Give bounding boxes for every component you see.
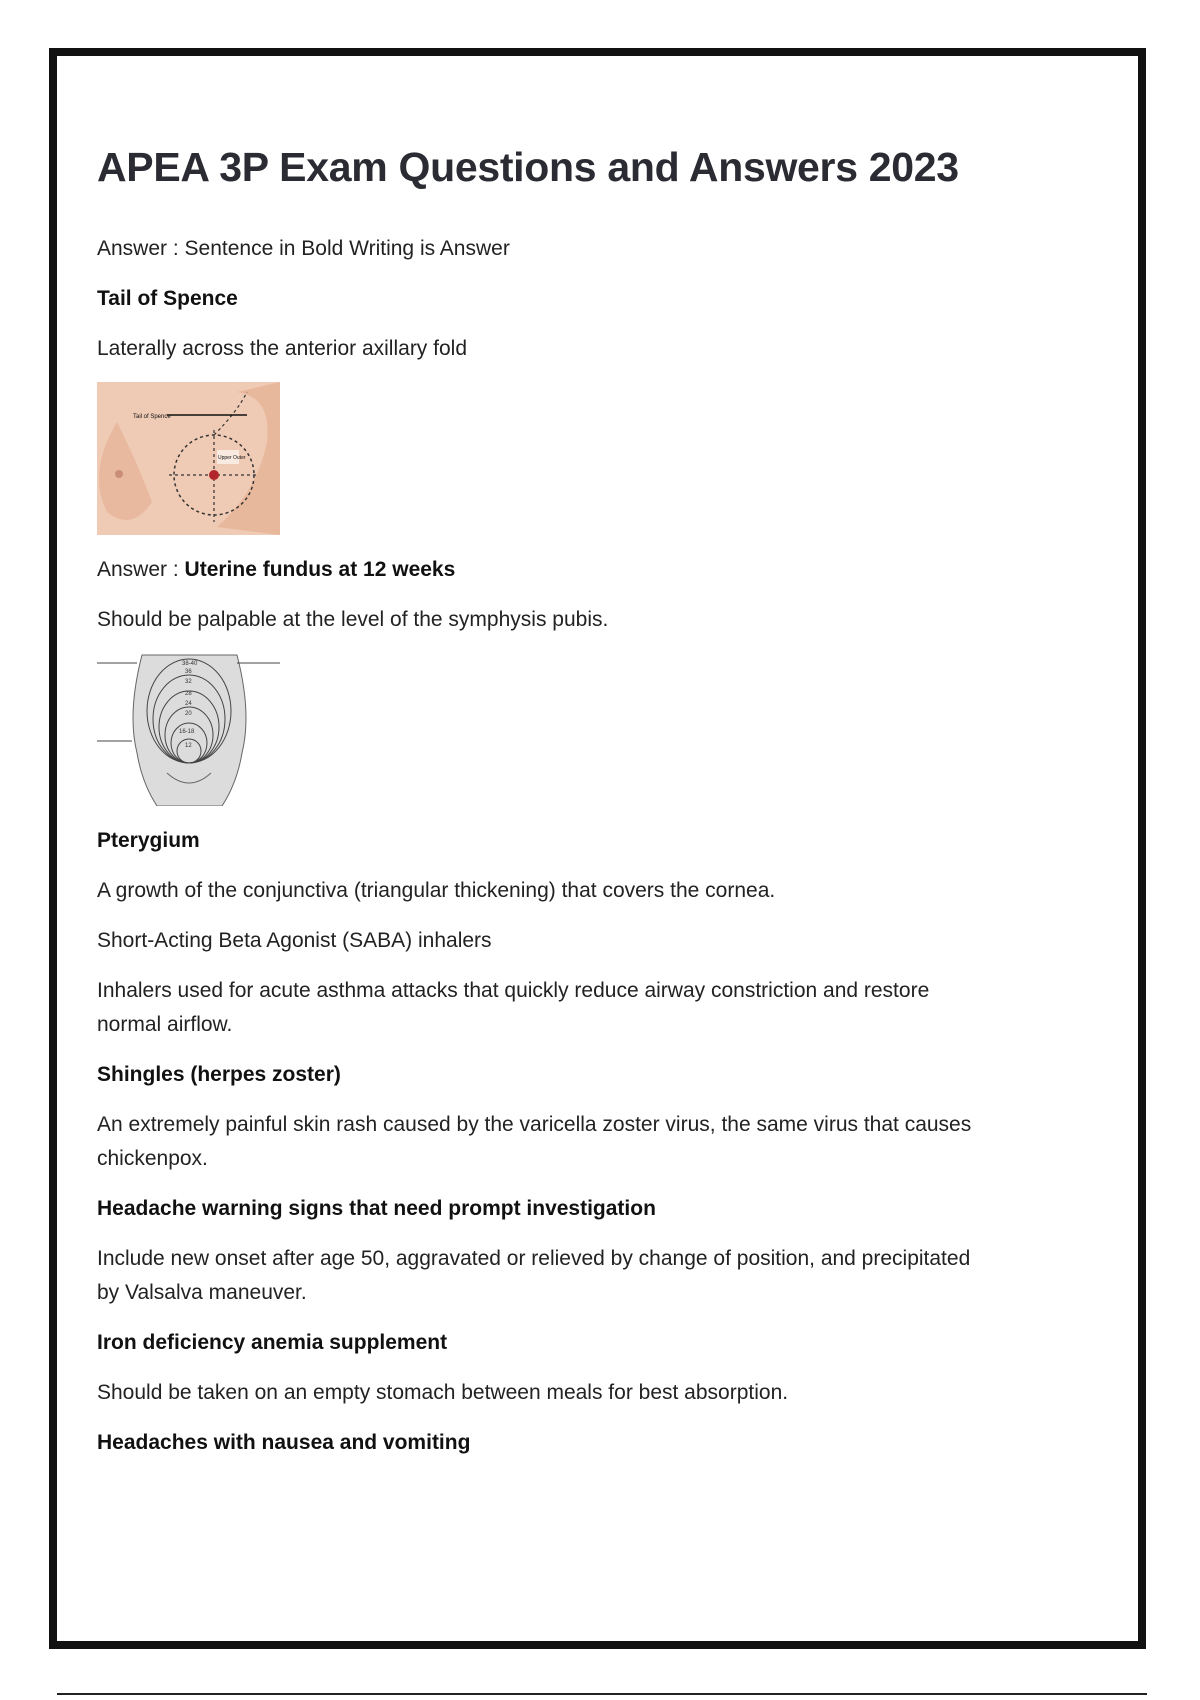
week-label-24: 24 [185, 701, 192, 707]
fundal-height-diagram-image [97, 653, 280, 806]
definition-headache-warning-signs: Include new onset after age 50, aggravated or relieved by change of position, and precipitated by Valsalva maneuver. [97, 1247, 971, 1304]
term-uterine-fundus: Uterine fundus at 12 weeks [184, 558, 456, 581]
next-page-divider [57, 1693, 1147, 1695]
term-headache-warning-signs: Headache warning signs that need prompt investigation [97, 1197, 656, 1220]
intro-prefix: Answer : [97, 237, 185, 260]
definition-pterygium: A growth of the conjunctiva (triangular thickening) that covers the cornea. [97, 879, 776, 902]
week-label-28: 28 [185, 691, 192, 697]
intro-line [97, 232, 997, 266]
figure-label-quadrant: Upper Outer [218, 455, 246, 461]
week-label-36: 36 [185, 669, 192, 675]
term-shingles: Shingles (herpes zoster) [97, 1063, 341, 1086]
week-label-12: 12 [185, 743, 192, 749]
answer-line-fundus [97, 553, 997, 587]
term-iron-deficiency: Iron deficiency anemia supplement [97, 1331, 448, 1354]
document-body [97, 140, 997, 1476]
week-label-38-40: 38-40 [182, 661, 198, 667]
definition-iron-deficiency: Should be taken on an empty stomach between meals for best absorption. [97, 1381, 789, 1404]
definition-shingles: An extremely painful skin rash caused by the varicella zoster virus, the same virus that causes chickenpox. [97, 1113, 972, 1170]
week-label-16-18: 16-18 [179, 729, 195, 735]
term-pterygium: Pterygium [97, 829, 200, 852]
intro-text: Sentence in Bold Writing is Answer [184, 237, 510, 260]
answer-prefix: Answer : [97, 558, 185, 581]
term-saba-inhalers: Short-Acting Beta Agonist (SABA) inhalers [97, 929, 492, 952]
definition-saba-inhalers: Inhalers used for acute asthma attacks that quickly reduce airway constriction and restore normal airflow. [97, 979, 930, 1036]
term-headaches-nausea: Headaches with nausea and vomiting [97, 1431, 471, 1454]
term-tail-of-spence: Tail of Spence [97, 287, 238, 310]
week-label-32: 32 [185, 679, 192, 685]
breast-diagram-image [97, 382, 280, 535]
page-title: APEA 3P Exam Questions and Answers 2023 [97, 144, 959, 190]
figure-label-tail: Tail of Spence [133, 414, 171, 420]
definition-uterine-fundus: Should be palpable at the level of the symphysis pubis. [97, 608, 609, 631]
definition-tail-of-spence: Laterally across the anterior axillary fold [97, 337, 468, 360]
week-label-20: 20 [185, 711, 192, 717]
